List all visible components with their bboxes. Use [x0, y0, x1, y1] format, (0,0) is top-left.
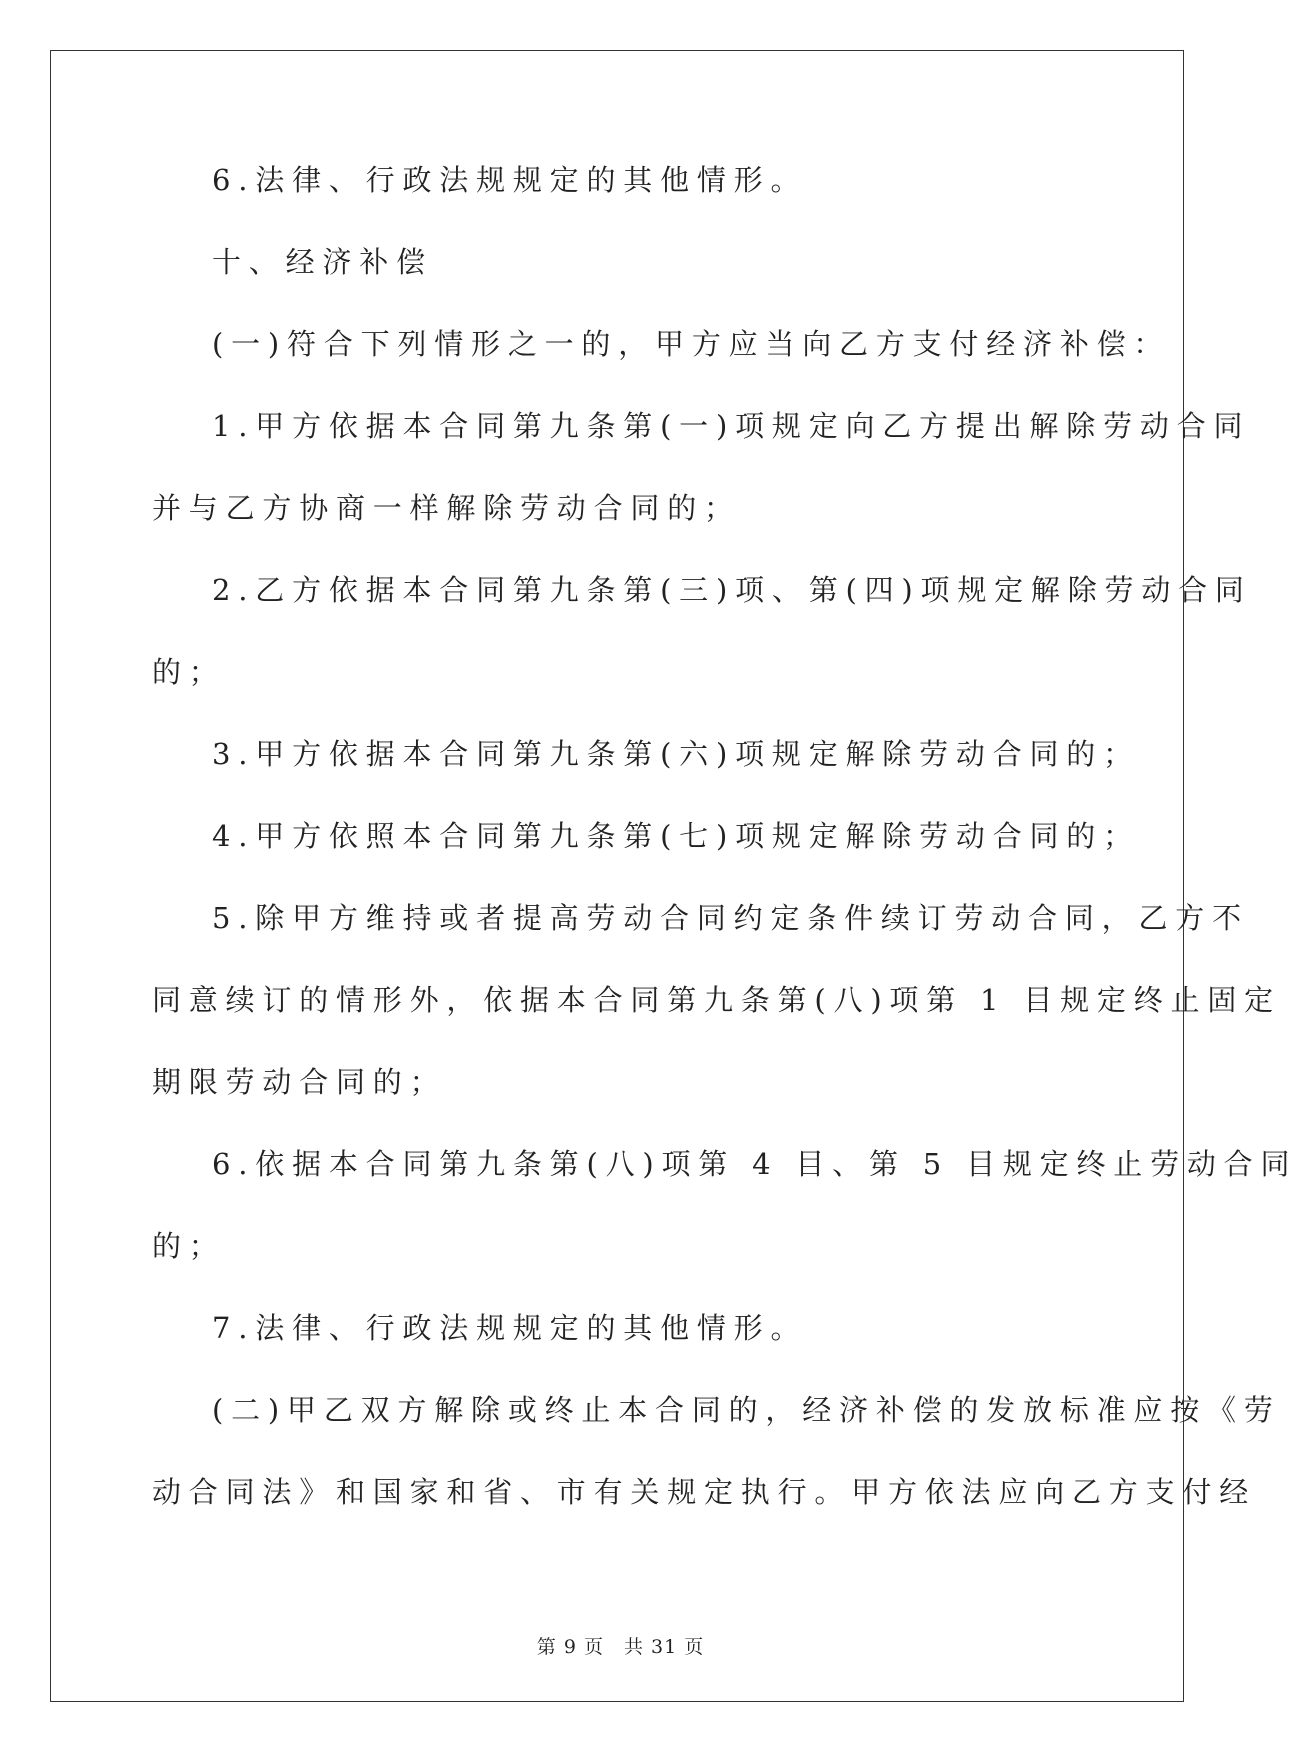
text-line: 期限劳动合同的；	[152, 1065, 447, 1099]
section-heading	[152, 242, 1084, 282]
text-line: 十、经济补偿	[212, 245, 433, 279]
text-line: 7.法律、行政法规规定的其他情形。	[212, 1311, 808, 1345]
paragraph	[152, 898, 1281, 1102]
page-number: 第 9 页 共 31 页	[536, 1636, 705, 1658]
paragraph	[152, 324, 1171, 364]
text-line: 的；	[152, 655, 226, 689]
text-line: (二)甲乙双方解除或终止本合同的，经济补偿的发放标准应按《劳	[212, 1393, 1281, 1427]
paragraph	[152, 406, 1251, 528]
text-line: 2.乙方依据本合同第九条第(三)项、第(四)项规定解除劳动合同	[212, 573, 1252, 607]
text-line: 动合同法》和国家和省、市有关规定执行。甲方依法应向乙方支付经	[152, 1475, 1257, 1509]
text-line: 1.甲方依据本合同第九条第(一)项规定向乙方提出解除劳动合同	[212, 409, 1251, 443]
text-line: (一)符合下列情形之一的，甲方应当向乙方支付经济补偿：	[212, 327, 1171, 361]
text-line: 同意续订的情形外，依据本合同第九条第(八)项第 1 目规定终止固定	[152, 983, 1281, 1017]
text-line: 并与乙方协商一样解除劳动合同的；	[152, 491, 741, 525]
text-line: 4.甲方依照本合同第九条第(七)项规定解除劳动合同的；	[212, 819, 1140, 853]
text-line: 3.甲方依据本合同第九条第(六)项规定解除劳动合同的；	[212, 737, 1140, 771]
paragraph	[152, 160, 1084, 200]
paragraph	[152, 1308, 1084, 1348]
text-line: 6.依据本合同第九条第(八)项第 4 目、第 5 目规定终止劳动合同	[212, 1147, 1297, 1181]
paragraph	[152, 816, 1140, 856]
document-body	[152, 160, 1297, 1512]
paragraph	[152, 570, 1252, 692]
text-line: 5.除甲方维持或者提高劳动合同约定条件续订劳动合同，乙方不	[212, 901, 1249, 935]
paragraph	[152, 734, 1140, 774]
paragraph	[152, 1144, 1297, 1266]
text-line: 的；	[152, 1229, 226, 1263]
text-line: 6.法律、行政法规规定的其他情形。	[212, 163, 808, 197]
paragraph	[152, 1390, 1281, 1512]
